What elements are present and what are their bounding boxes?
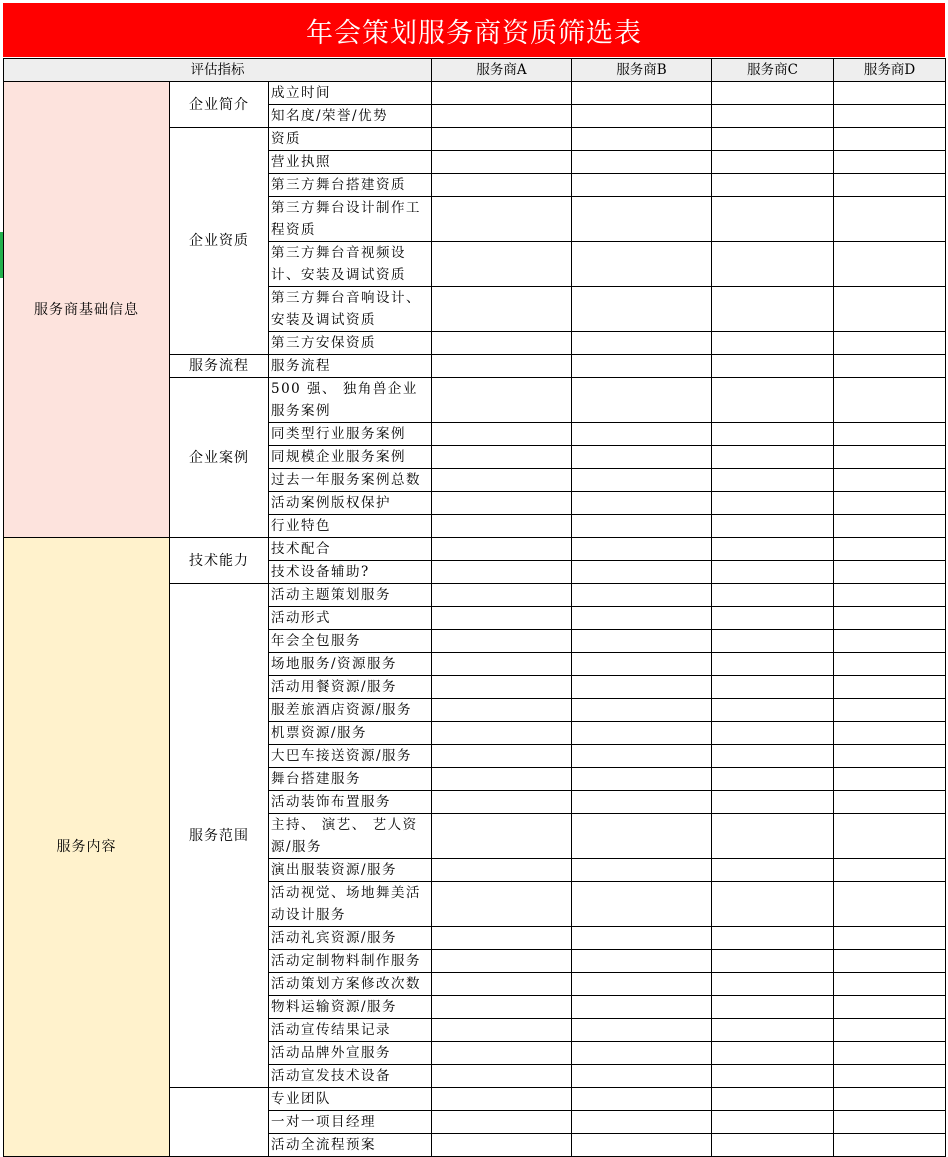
vendor-score-cell[interactable] <box>572 242 712 287</box>
vendor-score-cell[interactable] <box>432 1065 572 1088</box>
vendor-score-cell[interactable] <box>432 287 572 332</box>
vendor-score-cell[interactable] <box>834 973 946 996</box>
vendor-score-cell[interactable] <box>432 859 572 882</box>
vendor-score-cell[interactable] <box>712 446 834 469</box>
vendor-score-cell[interactable] <box>572 699 712 722</box>
subcategory-cell: 企业资质 <box>170 128 269 355</box>
vendor-score-cell[interactable] <box>572 128 712 151</box>
vendor-score-cell[interactable] <box>572 1134 712 1157</box>
vendor-score-cell[interactable] <box>834 584 946 607</box>
vendor-score-cell[interactable] <box>712 469 834 492</box>
vendor-score-cell[interactable] <box>432 996 572 1019</box>
vendor-score-cell[interactable] <box>572 768 712 791</box>
header-vendor-b: 服务商B <box>572 59 712 82</box>
vendor-score-cell[interactable] <box>432 378 572 423</box>
indicator-cell: 活动装饰布置服务 <box>269 791 432 814</box>
indicator-cell: 第三方舞台音响设计、安装及调试资质 <box>269 287 432 332</box>
vendor-score-cell[interactable] <box>834 1134 946 1157</box>
vendor-score-cell[interactable] <box>712 197 834 242</box>
vendor-score-cell[interactable] <box>432 561 572 584</box>
vendor-score-cell[interactable] <box>432 584 572 607</box>
vendor-score-cell[interactable] <box>834 538 946 561</box>
vendor-score-cell[interactable] <box>432 515 572 538</box>
subcategory-cell: 服务流程 <box>170 355 269 378</box>
vendor-score-cell[interactable] <box>712 1065 834 1088</box>
vendor-score-cell[interactable] <box>712 653 834 676</box>
vendor-score-cell[interactable] <box>834 676 946 699</box>
vendor-score-cell[interactable] <box>572 197 712 242</box>
vendor-score-cell[interactable] <box>572 332 712 355</box>
category-cell: 服务内容 <box>4 538 170 1157</box>
vendor-score-cell[interactable] <box>572 492 712 515</box>
indicator-cell: 活动形式 <box>269 607 432 630</box>
vendor-score-cell[interactable] <box>432 973 572 996</box>
vendor-score-cell[interactable] <box>572 151 712 174</box>
vendor-score-cell[interactable] <box>432 446 572 469</box>
vendor-score-cell[interactable] <box>432 538 572 561</box>
subcategory-cell: 技术能力 <box>170 538 269 584</box>
vendor-score-cell[interactable] <box>432 332 572 355</box>
indicator-cell: 活动全流程预案 <box>269 1134 432 1157</box>
vendor-score-cell[interactable] <box>572 1042 712 1065</box>
vendor-score-cell[interactable] <box>834 1111 946 1134</box>
indicator-cell: 活动宣传结果记录 <box>269 1019 432 1042</box>
vendor-score-cell[interactable] <box>432 722 572 745</box>
vendor-score-cell[interactable] <box>432 630 572 653</box>
vendor-score-cell[interactable] <box>572 82 712 105</box>
vendor-score-cell[interactable] <box>712 538 834 561</box>
vendor-score-cell[interactable] <box>834 332 946 355</box>
indicator-cell: 第三方舞台搭建资质 <box>269 174 432 197</box>
indicator-cell: 行业特色 <box>269 515 432 538</box>
header-vendor-d: 服务商D <box>834 59 946 82</box>
header-indicator: 评估指标 <box>4 59 432 82</box>
vendor-score-cell[interactable] <box>834 1065 946 1088</box>
vendor-score-cell[interactable] <box>834 1019 946 1042</box>
vendor-score-cell[interactable] <box>572 653 712 676</box>
vendor-score-cell[interactable] <box>834 242 946 287</box>
vendor-score-cell[interactable] <box>572 607 712 630</box>
vendor-score-cell[interactable] <box>712 722 834 745</box>
vendor-score-cell[interactable] <box>712 492 834 515</box>
vendor-score-cell[interactable] <box>834 105 946 128</box>
vendor-score-cell[interactable] <box>712 996 834 1019</box>
vendor-score-cell[interactable] <box>712 1111 834 1134</box>
vendor-score-cell[interactable] <box>572 722 712 745</box>
vendor-score-cell[interactable] <box>432 1088 572 1111</box>
indicator-cell: 活动品牌外宣服务 <box>269 1042 432 1065</box>
indicator-cell: 活动主题策划服务 <box>269 584 432 607</box>
vendor-score-cell[interactable] <box>712 355 834 378</box>
vendor-score-cell[interactable] <box>834 492 946 515</box>
vendor-score-cell[interactable] <box>432 128 572 151</box>
vendor-score-cell[interactable] <box>712 242 834 287</box>
vendor-score-cell[interactable] <box>572 105 712 128</box>
indicator-cell: 第三方舞台设计制作工程资质 <box>269 197 432 242</box>
vendor-score-cell[interactable] <box>712 423 834 446</box>
indicator-cell: 营业执照 <box>269 151 432 174</box>
indicator-cell: 场地服务/资源服务 <box>269 653 432 676</box>
vendor-score-cell[interactable] <box>432 242 572 287</box>
vendor-score-cell[interactable] <box>432 745 572 768</box>
vendor-score-cell[interactable] <box>572 745 712 768</box>
evaluation-table <box>3 58 946 1157</box>
indicator-cell: 第三方安保资质 <box>269 332 432 355</box>
vendor-score-cell[interactable] <box>432 492 572 515</box>
vendor-score-cell[interactable] <box>572 950 712 973</box>
vendor-score-cell[interactable] <box>432 105 572 128</box>
vendor-score-cell[interactable] <box>834 996 946 1019</box>
vendor-score-cell[interactable] <box>432 927 572 950</box>
vendor-score-cell[interactable] <box>712 561 834 584</box>
vendor-score-cell[interactable] <box>834 950 946 973</box>
vendor-score-cell[interactable] <box>432 197 572 242</box>
vendor-score-cell[interactable] <box>432 469 572 492</box>
vendor-score-cell[interactable] <box>432 1134 572 1157</box>
vendor-score-cell[interactable] <box>712 950 834 973</box>
vendor-score-cell[interactable] <box>432 423 572 446</box>
vendor-score-cell[interactable] <box>432 768 572 791</box>
vendor-score-cell[interactable] <box>432 1111 572 1134</box>
vendor-score-cell[interactable] <box>834 745 946 768</box>
indicator-cell: 技术配合 <box>269 538 432 561</box>
vendor-score-cell[interactable] <box>712 607 834 630</box>
header-row <box>4 59 946 82</box>
vendor-score-cell[interactable] <box>572 446 712 469</box>
subcategory-cell: 服务范围 <box>170 584 269 1088</box>
indicator-cell: 主持、 演艺、 艺人资源/服务 <box>269 814 432 859</box>
indicator-cell: 技术设备辅助? <box>269 561 432 584</box>
vendor-score-cell[interactable] <box>712 676 834 699</box>
indicator-cell: 演出服装资源/服务 <box>269 859 432 882</box>
vendor-score-cell[interactable] <box>712 515 834 538</box>
indicator-cell: 大巴车接送资源/服务 <box>269 745 432 768</box>
vendor-score-cell[interactable] <box>572 561 712 584</box>
vendor-score-cell[interactable] <box>432 1019 572 1042</box>
vendor-score-cell[interactable] <box>712 151 834 174</box>
vendor-score-cell[interactable] <box>834 423 946 446</box>
vendor-score-cell[interactable] <box>572 973 712 996</box>
vendor-score-cell[interactable] <box>712 1088 834 1111</box>
vendor-score-cell[interactable] <box>572 174 712 197</box>
vendor-score-cell[interactable] <box>712 699 834 722</box>
vendor-score-cell[interactable] <box>712 105 834 128</box>
indicator-cell: 活动礼宾资源/服务 <box>269 927 432 950</box>
vendor-score-cell[interactable] <box>712 859 834 882</box>
header-vendor-c: 服务商C <box>712 59 834 82</box>
vendor-score-cell[interactable] <box>572 515 712 538</box>
subcategory-cell: 企业简介 <box>170 82 269 128</box>
vendor-score-cell[interactable] <box>712 1019 834 1042</box>
vendor-score-cell[interactable] <box>572 1019 712 1042</box>
indicator-cell: 机票资源/服务 <box>269 722 432 745</box>
vendor-score-cell[interactable] <box>712 584 834 607</box>
vendor-score-cell[interactable] <box>712 768 834 791</box>
vendor-score-cell[interactable] <box>834 469 946 492</box>
vendor-score-cell[interactable] <box>834 446 946 469</box>
vendor-score-cell[interactable] <box>572 378 712 423</box>
category-cell: 服务商基础信息 <box>4 82 170 538</box>
vendor-score-cell[interactable] <box>834 287 946 332</box>
vendor-score-cell[interactable] <box>834 768 946 791</box>
vendor-score-cell[interactable] <box>834 151 946 174</box>
vendor-score-cell[interactable] <box>834 722 946 745</box>
vendor-score-cell[interactable] <box>712 332 834 355</box>
vendor-score-cell[interactable] <box>432 82 572 105</box>
vendor-score-cell[interactable] <box>834 1042 946 1065</box>
title-bar <box>3 3 945 57</box>
vendor-score-cell[interactable] <box>712 174 834 197</box>
header-vendor-a: 服务商A <box>432 59 572 82</box>
vendor-score-cell[interactable] <box>834 927 946 950</box>
vendor-score-cell[interactable] <box>834 515 946 538</box>
indicator-cell: 同规模企业服务案例 <box>269 446 432 469</box>
vendor-score-cell[interactable] <box>834 561 946 584</box>
vendor-score-cell[interactable] <box>572 538 712 561</box>
vendor-score-cell[interactable] <box>834 82 946 105</box>
indicator-cell: 服差旅酒店资源/服务 <box>269 699 432 722</box>
vendor-score-cell[interactable] <box>712 927 834 950</box>
subcategory-cell <box>170 1088 269 1157</box>
vendor-score-cell[interactable] <box>712 378 834 423</box>
vendor-score-cell[interactable] <box>432 607 572 630</box>
vendor-score-cell[interactable] <box>572 996 712 1019</box>
indicator-cell: 专业团队 <box>269 1088 432 1111</box>
vendor-score-cell[interactable] <box>712 630 834 653</box>
vendor-score-cell[interactable] <box>834 699 946 722</box>
vendor-score-cell[interactable] <box>712 814 834 859</box>
subcategory-cell: 企业案例 <box>170 378 269 538</box>
sheet-title: 年会策划服务商资质筛选表 <box>306 17 642 49</box>
vendor-score-cell[interactable] <box>572 814 712 859</box>
vendor-score-cell[interactable] <box>834 355 946 378</box>
vendor-score-cell[interactable] <box>432 174 572 197</box>
vendor-score-cell[interactable] <box>834 630 946 653</box>
indicator-cell: 年会全包服务 <box>269 630 432 653</box>
vendor-score-cell[interactable] <box>572 859 712 882</box>
vendor-score-cell[interactable] <box>432 1042 572 1065</box>
vendor-score-cell[interactable] <box>712 1134 834 1157</box>
vendor-score-cell[interactable] <box>834 882 946 927</box>
vendor-score-cell[interactable] <box>432 653 572 676</box>
vendor-score-cell[interactable] <box>572 469 712 492</box>
indicator-cell: 物料运输资源/服务 <box>269 996 432 1019</box>
indicator-cell: 舞台搭建服务 <box>269 768 432 791</box>
indicator-cell: 服务流程 <box>269 355 432 378</box>
vendor-score-cell[interactable] <box>712 745 834 768</box>
vendor-score-cell[interactable] <box>712 973 834 996</box>
vendor-score-cell[interactable] <box>834 607 946 630</box>
vendor-score-cell[interactable] <box>834 653 946 676</box>
vendor-score-cell[interactable] <box>834 791 946 814</box>
table-row <box>4 538 946 561</box>
indicator-cell: 成立时间 <box>269 82 432 105</box>
vendor-score-cell[interactable] <box>712 791 834 814</box>
vendor-score-cell[interactable] <box>432 699 572 722</box>
vendor-score-cell[interactable] <box>432 151 572 174</box>
vendor-score-cell[interactable] <box>432 814 572 859</box>
vendor-score-cell[interactable] <box>834 128 946 151</box>
vendor-score-cell[interactable] <box>572 584 712 607</box>
indicator-cell: 活动策划方案修改次数 <box>269 973 432 996</box>
vendor-score-cell[interactable] <box>572 1065 712 1088</box>
indicator-cell: 活动宣发技术设备 <box>269 1065 432 1088</box>
indicator-cell: 活动用餐资源/服务 <box>269 676 432 699</box>
vendor-score-cell[interactable] <box>572 1111 712 1134</box>
table-row <box>4 82 946 105</box>
vendor-score-cell[interactable] <box>834 1088 946 1111</box>
vendor-score-cell[interactable] <box>432 950 572 973</box>
indicator-cell: 活动案例版权保护 <box>269 492 432 515</box>
indicator-cell: 500 强、 独角兽企业服务案例 <box>269 378 432 423</box>
indicator-cell: 资质 <box>269 128 432 151</box>
indicator-cell: 活动定制物料制作服务 <box>269 950 432 973</box>
vendor-score-cell[interactable] <box>572 791 712 814</box>
vendor-score-cell[interactable] <box>712 287 834 332</box>
vendor-score-cell[interactable] <box>712 882 834 927</box>
vendor-score-cell[interactable] <box>712 82 834 105</box>
vendor-score-cell[interactable] <box>432 676 572 699</box>
vendor-score-cell[interactable] <box>572 882 712 927</box>
indicator-cell: 活动视觉、场地舞美活动设计服务 <box>269 882 432 927</box>
vendor-score-cell[interactable] <box>712 128 834 151</box>
vendor-score-cell[interactable] <box>572 355 712 378</box>
vendor-score-cell[interactable] <box>432 882 572 927</box>
vendor-score-cell[interactable] <box>572 927 712 950</box>
vendor-score-cell[interactable] <box>834 174 946 197</box>
vendor-score-cell[interactable] <box>712 1042 834 1065</box>
indicator-cell: 第三方舞台音视频设计、安装及调试资质 <box>269 242 432 287</box>
vendor-score-cell[interactable] <box>572 423 712 446</box>
indicator-cell: 知名度/荣誉/优势 <box>269 105 432 128</box>
vendor-score-cell[interactable] <box>432 791 572 814</box>
indicator-cell: 过去一年服务案例总数 <box>269 469 432 492</box>
vendor-score-cell[interactable] <box>432 355 572 378</box>
vendor-score-cell[interactable] <box>834 814 946 859</box>
indicator-cell: 一对一项目经理 <box>269 1111 432 1134</box>
vendor-score-cell[interactable] <box>572 676 712 699</box>
vendor-score-cell[interactable] <box>834 378 946 423</box>
vendor-score-cell[interactable] <box>572 630 712 653</box>
vendor-score-cell[interactable] <box>834 197 946 242</box>
vendor-score-cell[interactable] <box>572 287 712 332</box>
vendor-score-cell[interactable] <box>572 1088 712 1111</box>
vendor-score-cell[interactable] <box>834 859 946 882</box>
indicator-cell: 同类型行业服务案例 <box>269 423 432 446</box>
